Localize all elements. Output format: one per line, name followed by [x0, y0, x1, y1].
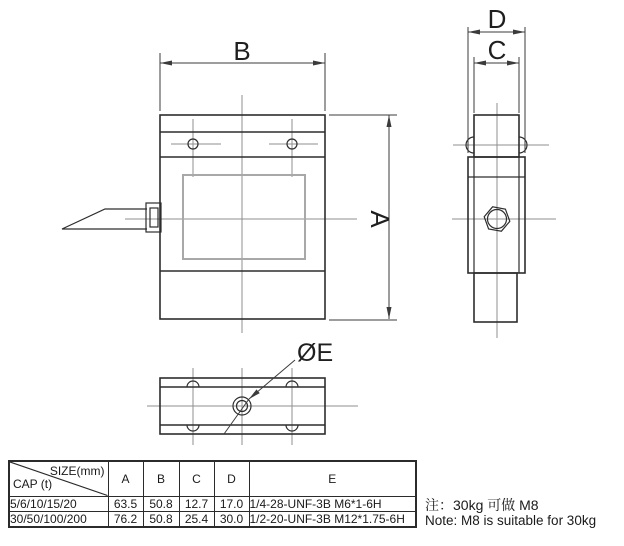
column-header-D: D — [214, 461, 249, 496]
thread-leader-line — [249, 360, 295, 399]
thread-spec-cell: 1/4-28-UNF-3B M6*1-6H — [249, 496, 416, 511]
thread-dim-label: ØE — [297, 339, 334, 367]
side-bottom-section — [474, 273, 517, 322]
dim-A-label: A — [365, 210, 395, 228]
front-pocket-window — [183, 175, 305, 259]
dim-A-cell: 76.2 — [108, 511, 143, 527]
dim-C-cell: 12.7 — [179, 496, 214, 511]
dim-C-cell: 25.4 — [179, 511, 214, 527]
table-row — [9, 496, 416, 511]
capacity-cell: 5/6/10/15/20 — [9, 496, 108, 511]
front-view — [62, 36, 397, 333]
column-header-E: E — [249, 461, 416, 496]
cable-connector-inner — [150, 208, 158, 227]
dim-D-label: D — [487, 4, 507, 34]
capacity-cell: 30/50/100/200 — [9, 511, 108, 527]
dim-B-label: B — [233, 36, 251, 66]
thread-spec-cell: 1/2-20-UNF-3B M12*1.75-6H — [249, 511, 416, 527]
table-row — [9, 511, 416, 527]
bottom-view — [147, 339, 358, 445]
dim-B-cell: 50.8 — [143, 496, 179, 511]
dim-C-label: C — [487, 35, 507, 65]
table-header-diagonal-cell — [9, 461, 108, 496]
dim-D-cell: 30.0 — [214, 511, 249, 527]
note-line-chinese: 注：30kg 可做 M8 — [425, 497, 539, 513]
notes — [425, 497, 596, 529]
column-header-B: B — [143, 461, 179, 496]
side-view — [452, 4, 556, 338]
cap-header-label: CAP (t) — [13, 476, 53, 491]
cable-connector-outer — [146, 203, 161, 232]
column-header-C: C — [179, 461, 214, 496]
note-line-english: Note: M8 is suitable for 30kg — [425, 513, 597, 528]
dim-B-cell: 50.8 — [143, 511, 179, 527]
size-header-label: SIZE(mm) — [49, 464, 105, 478]
table-header-row — [9, 461, 416, 496]
dim-A-cell: 63.5 — [108, 496, 143, 511]
column-header-A: A — [108, 461, 143, 496]
dim-D-cell: 17.0 — [214, 496, 249, 511]
dimension-table — [8, 460, 417, 528]
